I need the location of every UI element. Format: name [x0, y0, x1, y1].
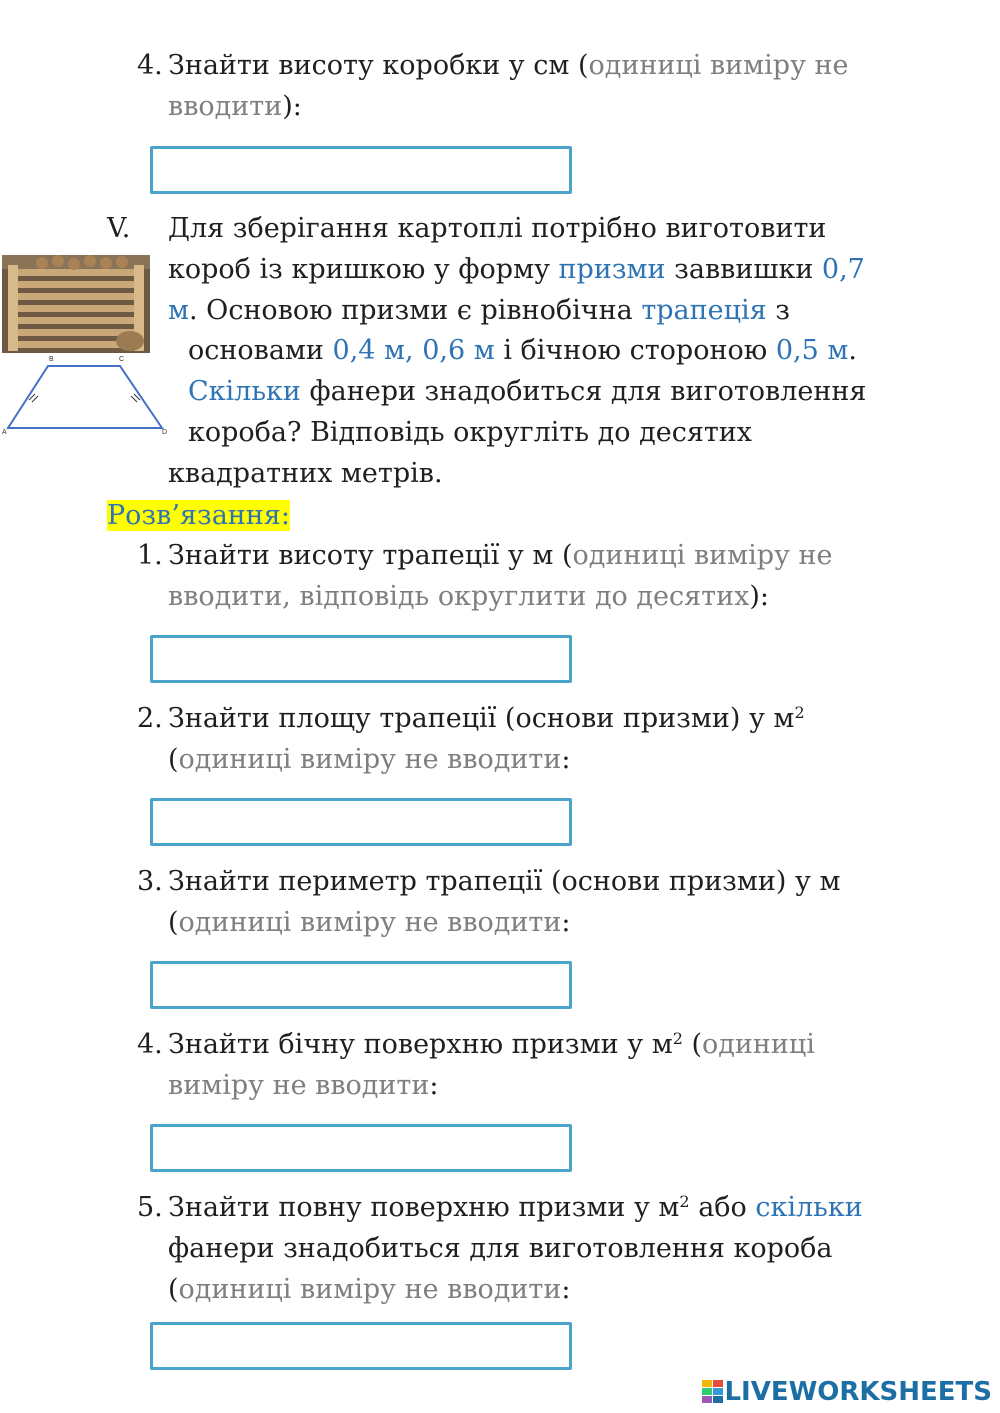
question-number: 4. — [137, 50, 163, 81]
problem-text: основами 0,4 м, 0,6 м і бічною стороною 0,5 м. — [188, 335, 857, 366]
vertex-label-b: B — [49, 356, 54, 363]
question-number: 2. — [137, 703, 163, 734]
question-text: (одиниці виміру не вводити: — [168, 1274, 571, 1305]
answer-input[interactable] — [150, 146, 572, 194]
problem-text: короб із кришкою у форму призми заввишки 0,7 — [168, 254, 865, 285]
crate-photo — [2, 255, 150, 353]
vertex-label-c: C — [119, 356, 125, 363]
problem-text: м. Основою призми є рівнобічна трапеція з — [168, 295, 790, 326]
vertex-label-d: D — [162, 429, 168, 436]
question-text: Знайти периметр трапеції (основи призми) у м — [168, 866, 841, 897]
problem-text: короба? Відповідь округліть до десятих — [188, 417, 753, 448]
tick-mark — [32, 396, 38, 402]
section-numeral: V. — [107, 213, 131, 244]
question-number: 5. — [137, 1192, 163, 1223]
answer-input[interactable] — [150, 1322, 572, 1370]
answer-input[interactable] — [150, 1124, 572, 1172]
question-text: фанери знадобиться для виготовлення короба — [168, 1233, 833, 1264]
problem-text: Для зберігання картоплі потрібно виготовити — [168, 213, 827, 244]
question-text: (одиниці виміру не вводити: — [168, 907, 571, 938]
question-text: Знайти повну поверхню призми у $м^2$ або скільки — [168, 1192, 863, 1223]
problem-text: Скільки фанери знадобиться для виготовлення — [188, 376, 867, 407]
vertex-label-a: A — [2, 429, 7, 436]
question-text: виміру не вводити: — [168, 1070, 439, 1101]
liveworksheets-logo — [702, 1377, 992, 1407]
question-number: 1. — [137, 540, 163, 571]
question-text: Знайти площу трапеції (основи призми) у $м^2$ — [168, 703, 805, 734]
tick-mark — [131, 396, 137, 402]
question-text: (одиниці виміру не вводити: — [168, 744, 571, 775]
logo-text: LIVEWORKSHEETS — [724, 1377, 992, 1407]
question-text: Знайти бічну поверхню призми у $м^2$ (одиниці — [168, 1029, 815, 1060]
trapezoid-diagram — [2, 352, 172, 436]
question-text: Знайти висоту коробки у см (одиниці виміру не — [168, 50, 849, 81]
question-text: вводити): — [168, 91, 302, 122]
answer-input[interactable] — [150, 635, 572, 683]
question-text: вводити, відповідь округлити до десятих): — [168, 581, 769, 612]
question-number: 3. — [137, 866, 163, 897]
question-text: Знайти висоту трапеції у м (одиниці виміру не — [168, 540, 833, 571]
answer-input[interactable] — [150, 798, 572, 846]
problem-text: квадратних метрів. — [168, 458, 443, 489]
solution-label: Розв’язання: — [107, 500, 290, 531]
trapezoid-shape — [8, 366, 162, 428]
answer-input[interactable] — [150, 961, 572, 1009]
logo-icon — [702, 1380, 724, 1404]
question-number: 4. — [137, 1029, 163, 1060]
